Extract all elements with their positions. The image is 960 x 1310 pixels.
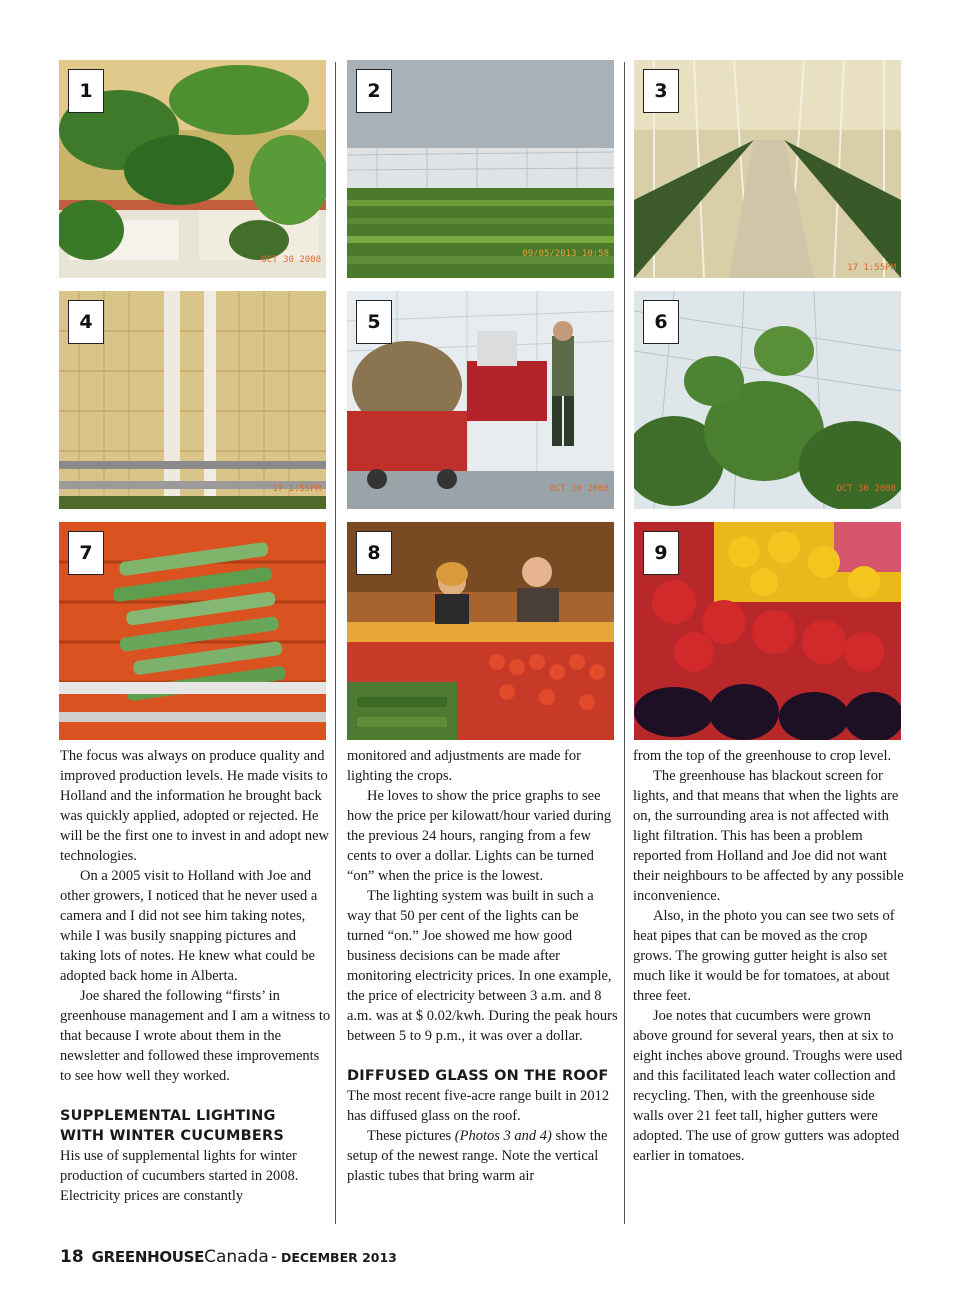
photo-8-number-badge: 8 xyxy=(356,531,392,575)
col2-paragraph-2: He loves to show the price graphs to see how the price per kilowatt/hour varied during the previous 24 hours, ranging from a few cents to over a dollar. Lights can be turned “on” when the price is the lowest. xyxy=(347,788,612,884)
photo-6-number-badge: 6 xyxy=(643,300,679,344)
photo-4 xyxy=(59,291,326,509)
section-heading-diffused-glass: DIFFUSED GLASS ON THE ROOF xyxy=(347,1068,609,1084)
col3-paragraph-2: The greenhouse has blackout screen for lights, and that means that when the lights are on, the surrounding area is not affected with light filtration. This has been a problem reported from Holland and Joe did not want their neighbours to be affected by any possible inconvenience. xyxy=(633,768,904,904)
photo-7-number-badge: 7 xyxy=(68,531,104,575)
photo-4-number-badge: 4 xyxy=(68,300,104,344)
photo-1-stamp: OCT 30 2008 xyxy=(261,255,321,265)
page-footer xyxy=(60,1247,397,1267)
issue-date: DECEMBER 2013 xyxy=(280,1250,397,1265)
photo-1 xyxy=(59,60,326,278)
section-heading-supplemental-lighting xyxy=(60,1106,332,1146)
photo-2 xyxy=(347,60,614,278)
photo-8 xyxy=(347,522,614,740)
article-column-2 xyxy=(347,746,619,1186)
photo-5-stamp: OCT 30 2008 xyxy=(549,484,609,494)
photo-4-stamp: 17 1:55PM xyxy=(272,484,321,494)
photo-5 xyxy=(347,291,614,509)
photo-6 xyxy=(634,291,901,509)
article-column-3 xyxy=(633,746,905,1166)
publication-name-bold: GREENHOUSE xyxy=(91,1248,205,1266)
column-rule-2 xyxy=(624,62,625,1224)
publication-name-light: Canada xyxy=(204,1247,269,1267)
col1-paragraph-4: His use of supplemental lights for winter production of cucumbers started in 2008. Electricity prices are constantly xyxy=(60,1148,299,1204)
photo-7 xyxy=(59,522,326,740)
footer-separator: - xyxy=(270,1247,277,1267)
photo-9-number-badge: 9 xyxy=(643,531,679,575)
photo-5-number-badge: 5 xyxy=(356,300,392,344)
section-heading-line-2: WITH WINTER CUCUMBERS xyxy=(60,1128,285,1144)
col1-paragraph-1: The focus was always on produce quality and improved production levels. He made visits to Holland and the information he brought back was quickly applied, adopted or rejected. He will be the first one to invest in and adopt new technologies. xyxy=(60,748,330,864)
article-column-1 xyxy=(60,746,332,1206)
photo-reference: (Photos 3 and 4) xyxy=(454,1128,552,1144)
col2-paragraph-5-end: show the setup of the newest range. Note the vertical plastic tubes that bring warm air xyxy=(347,1128,608,1184)
photo-6-stamp: OCT 30 2008 xyxy=(836,484,896,494)
col2-paragraph-5 xyxy=(347,1126,619,1186)
col3-paragraph-4: Joe notes that cucumbers were grown above ground for several years, then at six to eight inches above ground. Troughs were used and this facilitated leach water collection and recycling. Then, with the greenhouse side walls over 21 feet tall, higher gutters were adopted. The use of grow gutters was adopted earlier in tomatoes. xyxy=(633,1008,903,1164)
col3-paragraph-1: from the top of the greenhouse to crop level. xyxy=(633,748,892,764)
column-rule-1 xyxy=(335,62,336,1224)
col2-paragraph-1: monitored and adjustments are made for lighting the crops. xyxy=(347,748,581,784)
col2-paragraph-3: The lighting system was built in such a way that 50 per cent of the lights can be turned “on.” Joe showed me how good business decisions can be made after monitoring electricity prices. In one example, the price of electricity between 3 a.m. and 8 a.m. was at $ 0.02/kwh. During the peak hours between 5 to 9 p.m., it was over a dollar. xyxy=(347,888,618,1044)
photo-2-stamp: 09/05/2013 10:58 xyxy=(522,249,609,259)
col2-paragraph-4: The most recent five-acre range built in 2012 has diffused glass on the roof. xyxy=(347,1088,610,1124)
photo-2-number-badge: 2 xyxy=(356,69,392,113)
page-number: 18 xyxy=(60,1247,84,1267)
col1-paragraph-3: Joe shared the following “firsts’ in greenhouse management and I am a witness to that because I wrote about them in the newsletter and followed these improvements to see how well they worked. xyxy=(60,988,331,1084)
photo-1-number-badge: 1 xyxy=(68,69,104,113)
photo-3 xyxy=(634,60,901,278)
col2-paragraph-5-start: These pictures xyxy=(367,1128,455,1144)
photo-3-number-badge: 3 xyxy=(643,69,679,113)
photo-9 xyxy=(634,522,901,740)
photo-3-stamp: 17 1:55PM xyxy=(847,263,896,273)
col1-paragraph-2: On a 2005 visit to Holland with Joe and other growers, I noticed that he never used a camera and I did not see him taking notes, while I was busily snapping pictures and taking lots of notes. He knew what could be adopted back home in Alberta. xyxy=(60,868,318,984)
col3-paragraph-3: Also, in the photo you can see two sets of heat pipes that can be moved as the crop grows. The growing gutter height is also set much like it would be for tomatoes, at about three feet. xyxy=(633,908,895,1004)
section-heading-line-1: SUPPLEMENTAL LIGHTING xyxy=(60,1108,276,1124)
